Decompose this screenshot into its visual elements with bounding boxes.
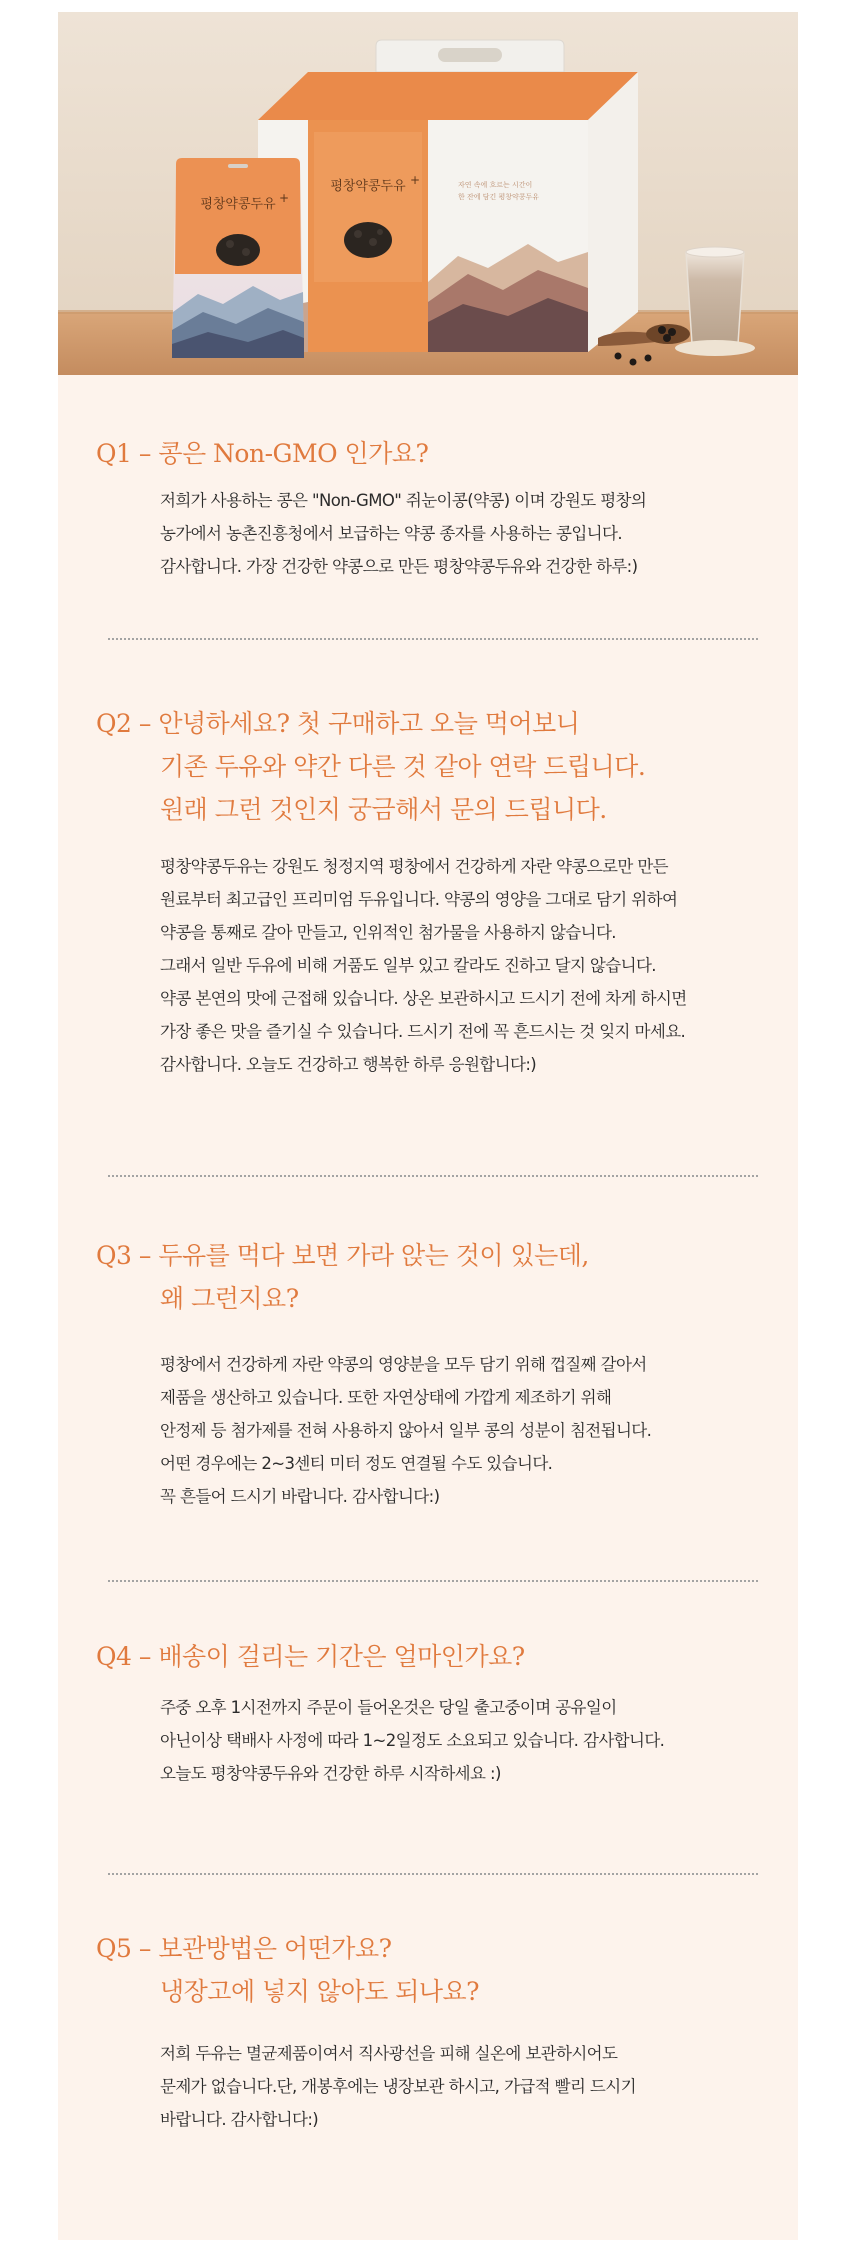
answer-line: 바랍니다. 감사합니다:) bbox=[160, 2110, 319, 2129]
faq-page bbox=[58, 12, 798, 2240]
faq-dash: – bbox=[138, 1642, 151, 1671]
answer-line: 원료부터 최고급인 프리미엄 두유입니다. 약콩의 영양을 그대로 담기 위하여 bbox=[160, 890, 678, 909]
faq-dash: – bbox=[138, 439, 151, 468]
divider bbox=[108, 1873, 758, 1875]
faq-answer bbox=[160, 1348, 780, 1513]
faq-question-line: 냉장고에 넣지 않아도 되나요? bbox=[160, 1977, 480, 2006]
faq-dash: – bbox=[138, 1934, 151, 1963]
faq-answer bbox=[160, 2037, 780, 2136]
faq-question bbox=[96, 1234, 589, 1320]
faq-question-line: 보관방법은 어떤가요? bbox=[158, 1934, 392, 1963]
faq-number: Q1 bbox=[96, 439, 132, 468]
answer-line: 오늘도 평창약콩두유와 건강한 하루 시작하세요 :) bbox=[160, 1764, 501, 1783]
divider bbox=[108, 638, 758, 640]
answer-line: 평창에서 건강하게 자란 약콩의 영양분을 모두 담기 위해 껍질째 갈아서 bbox=[160, 1355, 647, 1374]
pouch-title: 평창약콩두유 bbox=[200, 197, 276, 212]
answer-line: 농가에서 농촌진흥청에서 보급하는 약콩 종자를 사용하는 콩입니다. bbox=[160, 524, 623, 543]
faq-question-line: 왜 그런지요? bbox=[160, 1284, 299, 1313]
faq-question-line: 안녕하세요? 첫 구매하고 오늘 먹어보니 bbox=[158, 709, 580, 738]
answer-line: 아닌이상 택배사 사정에 따라 1~2일정도 소요되고 있습니다. 감사합니다. bbox=[160, 1731, 665, 1750]
faq-question-line: 콩은 Non-GMO 인가요? bbox=[158, 439, 429, 468]
faq-number: Q3 bbox=[96, 1241, 132, 1270]
faq-number: Q2 bbox=[96, 709, 132, 738]
answer-line: 문제가 없습니다.단, 개봉후에는 냉장보관 하시고, 가급적 빨리 드시기 bbox=[160, 2077, 636, 2096]
faq-dash: – bbox=[138, 1241, 151, 1270]
box-title: 평창약콩두유 bbox=[330, 179, 406, 194]
divider bbox=[108, 1580, 758, 1582]
faq-dash: – bbox=[138, 709, 151, 738]
faq-answer bbox=[160, 850, 780, 1081]
faq-question bbox=[96, 1927, 479, 2013]
answer-line: 어떤 경우에는 2~3센티 미터 정도 연결될 수도 있습니다. bbox=[160, 1454, 553, 1473]
answer-line: 꼭 흔들어 드시기 바랍니다. 감사합니다:) bbox=[160, 1487, 440, 1506]
hero-product-image bbox=[58, 12, 798, 375]
faq-question bbox=[96, 1635, 525, 1678]
answer-line: 그래서 일반 두유에 비해 거품도 일부 있고 칼라도 진하고 달지 않습니다. bbox=[160, 956, 656, 975]
box-tagline-2: 한 잔에 담긴 평창약콩두유 bbox=[458, 193, 540, 201]
faq-answer bbox=[160, 1691, 780, 1790]
box-plus: + bbox=[410, 173, 421, 187]
faq-question bbox=[96, 432, 428, 475]
answer-line: 가장 좋은 맛을 즐기실 수 있습니다. 드시기 전에 꼭 흔드시는 것 잊지 마세요. bbox=[160, 1022, 686, 1041]
faq-number: Q5 bbox=[96, 1934, 132, 1963]
answer-line: 감사합니다. 오늘도 건강하고 행복한 하루 응원합니다:) bbox=[160, 1055, 537, 1074]
faq-question-line: 배송이 걸리는 기간은 얼마인가요? bbox=[158, 1642, 525, 1671]
answer-line: 제품을 생산하고 있습니다. 또한 자연상태에 가깝게 제조하기 위해 bbox=[160, 1388, 612, 1407]
answer-line: 평창약콩두유는 강원도 청정지역 평창에서 건강하게 자란 약콩으로만 만든 bbox=[160, 857, 669, 876]
answer-line: 저희가 사용하는 콩은 "Non-GMO" 쥐눈이콩(약콩) 이며 강원도 평창의 bbox=[160, 491, 647, 510]
answer-line: 주중 오후 1시전까지 주문이 들어온것은 당일 출고중이며 공유일이 bbox=[160, 1698, 617, 1717]
faq-question-line: 기존 두유와 약간 다른 것 같아 연락 드립니다. bbox=[160, 752, 646, 781]
faq-number: Q4 bbox=[96, 1642, 132, 1671]
answer-line: 저희 두유는 멸균제품이여서 직사광선을 피해 실온에 보관하시어도 bbox=[160, 2044, 618, 2063]
pouch-plus: + bbox=[279, 191, 290, 205]
box-tagline-1: 자연 속에 흐르는 시간이 bbox=[458, 181, 533, 189]
faq-question-line: 두유를 먹다 보면 가라 앉는 것이 있는데, bbox=[158, 1241, 589, 1270]
faq-answer bbox=[160, 484, 780, 583]
answer-line: 약콩을 통째로 갈아 만들고, 인위적인 첨가물을 사용하지 않습니다. bbox=[160, 923, 616, 942]
divider bbox=[108, 1175, 758, 1177]
answer-line: 감사합니다. 가장 건강한 약콩으로 만든 평창약콩두유와 건강한 하루:) bbox=[160, 557, 638, 576]
answer-line: 약콩 본연의 맛에 근접해 있습니다. 상온 보관하시고 드시기 전에 차게 하시면 bbox=[160, 989, 687, 1008]
answer-line: 안정제 등 첨가제를 전혀 사용하지 않아서 일부 콩의 성분이 침전됩니다. bbox=[160, 1421, 652, 1440]
faq-question-line: 원래 그런 것인지 궁금해서 문의 드립니다. bbox=[160, 795, 607, 824]
faq-question bbox=[96, 702, 645, 831]
